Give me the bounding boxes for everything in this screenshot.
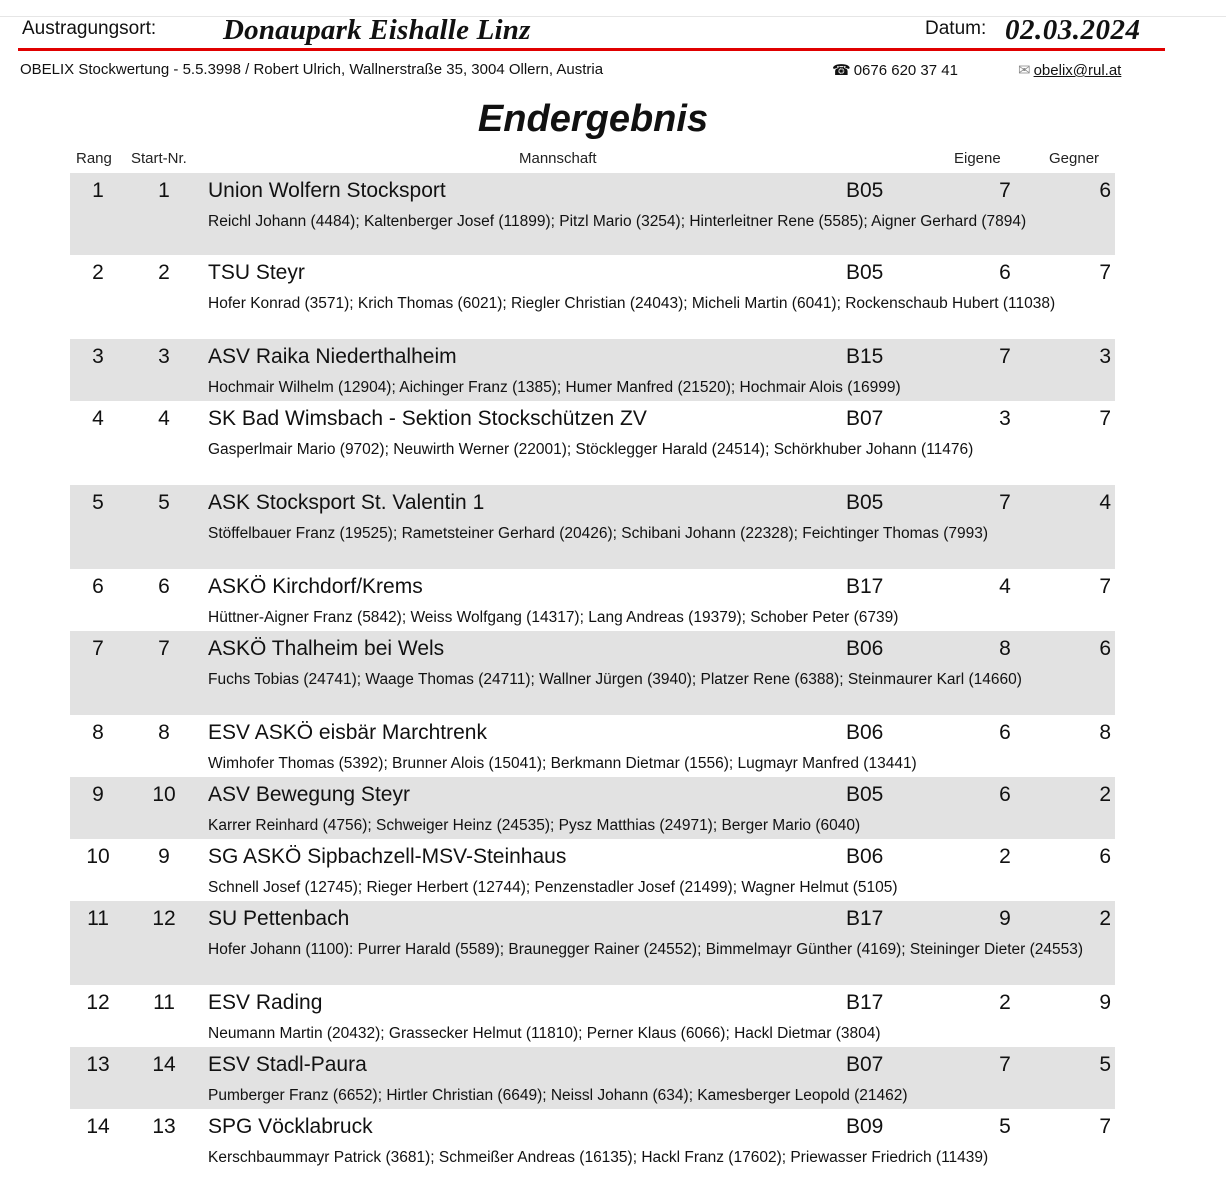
date-label: Datum: [925, 18, 987, 39]
start-number-cell: 12 [152, 907, 176, 930]
column-header-start-nr: Start-Nr. [131, 150, 187, 167]
team-name-cell: SU Pettenbach [208, 907, 350, 930]
opponent-score-cell: 5 [1099, 1053, 1111, 1076]
class-cell: B06 [846, 721, 884, 744]
players-cell: Schnell Josef (12745); Rieger Herbert (12744); Penzenstadler Josef (21499); Wagner Helmut (5105) [208, 879, 898, 896]
team-name-cell: ASK Stocksport St. Valentin 1 [208, 491, 485, 514]
own-score-cell: 8 [999, 637, 1011, 660]
own-score-cell: 2 [999, 845, 1011, 868]
start-number-cell: 3 [158, 345, 170, 368]
class-cell: B15 [846, 345, 884, 368]
opponent-score-cell: 7 [1099, 575, 1111, 598]
table-row [70, 777, 1115, 839]
players-cell: Gasperlmair Mario (9702); Neuwirth Werner (22001); Stöcklegger Harald (24514); Schörkhuber Johann (11476) [208, 441, 974, 458]
team-name-cell: SPG Vöcklabruck [208, 1115, 373, 1138]
rank-cell: 11 [87, 907, 109, 930]
opponent-score-cell: 7 [1099, 407, 1111, 430]
column-header-mannschaft: Mannschaft [519, 150, 597, 167]
rank-cell: 1 [92, 179, 104, 202]
team-name-cell: Union Wolfern Stocksport [208, 179, 446, 202]
rank-cell: 10 [86, 845, 110, 868]
page-title: Endergebnis [477, 98, 709, 140]
start-number-cell: 13 [152, 1115, 176, 1138]
team-name-cell: ESV Stadl-Paura [208, 1053, 367, 1076]
column-header-rang: Rang [76, 150, 112, 167]
rank-cell: 7 [92, 637, 104, 660]
class-cell: B05 [846, 261, 884, 284]
players-cell: Reichl Johann (4484); Kaltenberger Josef (11899); Pitzl Mario (3254); Hinterleitner Rene (5585); Aigner Gerhard (7894) [208, 213, 1027, 230]
rank-cell: 14 [86, 1115, 110, 1138]
players-cell: Wimhofer Thomas (5392); Brunner Alois (15041); Berkmann Dietmar (1556); Lugmayr Manfred (13441) [208, 755, 917, 772]
start-number-cell: 2 [158, 261, 170, 284]
class-cell: B06 [846, 637, 884, 660]
rank-cell: 3 [92, 345, 104, 368]
own-score-cell: 7 [999, 1053, 1011, 1076]
rank-cell: 4 [92, 407, 104, 430]
table-row [70, 901, 1115, 985]
class-cell: B17 [846, 907, 884, 930]
opponent-score-cell: 6 [1099, 637, 1111, 660]
opponent-score-cell: 2 [1099, 783, 1111, 806]
team-name-cell: ASV Bewegung Steyr [208, 783, 410, 806]
event-date: 02.03.2024 [1005, 14, 1141, 46]
table-row [70, 173, 1115, 255]
table-row [70, 1047, 1115, 1109]
own-score-cell: 6 [999, 721, 1011, 744]
own-score-cell: 3 [999, 407, 1011, 430]
players-cell: Kerschbaummayr Patrick (3681); Schmeißer Andreas (16135); Hackl Franz (17602); Priewasser Friedrich (11439) [208, 1149, 989, 1166]
players-cell: Hochmair Wilhelm (12904); Aichinger Franz (1385); Humer Manfred (21520); Hochmair Alois (16999) [208, 379, 901, 396]
phone-number: 0676 620 37 41 [853, 62, 958, 79]
own-score-cell: 6 [999, 783, 1011, 806]
opponent-score-cell: 6 [1099, 179, 1111, 202]
email-link[interactable]: obelix@rul.at [1033, 62, 1122, 79]
class-cell: B05 [846, 783, 884, 806]
own-score-cell: 7 [999, 179, 1011, 202]
phone-contact [832, 61, 958, 79]
header-red-rule [18, 48, 1165, 51]
own-score-cell: 6 [999, 261, 1011, 284]
table-row [70, 569, 1115, 631]
organizer-info: OBELIX Stockwertung - 5.5.3998 / Robert Ulrich, Wallnerstraße 35, 3004 Ollern, Austria [20, 61, 604, 78]
class-cell: B05 [846, 179, 884, 202]
start-number-cell: 9 [158, 845, 170, 868]
column-header-eigene: Eigene [954, 150, 1001, 167]
start-number-cell: 1 [158, 179, 170, 202]
class-cell: B17 [846, 575, 884, 598]
opponent-score-cell: 2 [1099, 907, 1111, 930]
own-score-cell: 2 [999, 991, 1011, 1014]
rank-cell: 6 [92, 575, 104, 598]
class-cell: B17 [846, 991, 884, 1014]
class-cell: B06 [846, 845, 884, 868]
opponent-score-cell: 9 [1099, 991, 1111, 1014]
table-header [70, 150, 1115, 170]
table-row [70, 1109, 1115, 1189]
envelope-icon: ✉ [1018, 62, 1031, 79]
team-name-cell: ESV ASKÖ eisbär Marchtrenk [208, 721, 487, 744]
players-cell: Neumann Martin (20432); Grassecker Helmut (11810); Perner Klaus (6066); Hackl Dietmar (3804) [208, 1025, 881, 1042]
own-score-cell: 7 [999, 491, 1011, 514]
start-number-cell: 4 [158, 407, 170, 430]
players-cell: Karrer Reinhard (4756); Schweiger Heinz (24535); Pysz Matthias (24971); Berger Mario (6040) [208, 817, 861, 834]
opponent-score-cell: 3 [1099, 345, 1111, 368]
start-number-cell: 10 [152, 783, 176, 806]
document-header [20, 14, 1165, 48]
players-cell: Stöffelbauer Franz (19525); Rametsteiner Gerhard (20426); Schibani Johann (22328); Feichtinger Thomas (7993) [208, 525, 989, 542]
rank-cell: 9 [92, 783, 104, 806]
players-cell: Hofer Konrad (3571); Krich Thomas (6021); Riegler Christian (24043); Micheli Martin (6041); Rockenschaub Hubert (11038) [208, 295, 1056, 312]
start-number-cell: 7 [158, 637, 170, 660]
table-row [70, 985, 1115, 1047]
rank-cell: 8 [92, 721, 104, 744]
venue-name: Donaupark Eishalle Linz [223, 14, 531, 46]
team-name-cell: SK Bad Wimsbach - Sektion Stockschützen ZV [208, 407, 647, 430]
table-row [70, 631, 1115, 715]
column-header-gegner: Gegner [1049, 150, 1100, 167]
table-row [70, 401, 1115, 485]
class-cell: B07 [846, 1053, 884, 1076]
players-cell: Fuchs Tobias (24741); Waage Thomas (24711); Wallner Jürgen (3940); Platzer Rene (6388); Steinmaurer Karl (14660) [208, 671, 1022, 688]
own-score-cell: 4 [999, 575, 1011, 598]
opponent-score-cell: 8 [1099, 721, 1111, 744]
class-cell: B09 [846, 1115, 884, 1138]
team-name-cell: SG ASKÖ Sipbachzell-MSV-Steinhaus [208, 845, 567, 868]
players-cell: Hüttner-Aigner Franz (5842); Weiss Wolfgang (14317); Lang Andreas (19379); Schober Peter (6739) [208, 609, 899, 626]
results-table [70, 173, 1115, 1189]
start-number-cell: 5 [158, 491, 170, 514]
team-name-cell: TSU Steyr [208, 261, 305, 284]
start-number-cell: 8 [158, 721, 170, 744]
email-contact [1018, 61, 1121, 79]
table-row [70, 839, 1115, 901]
telephone-icon: ☎ [832, 62, 851, 79]
venue-label: Austragungsort: [22, 18, 157, 39]
opponent-score-cell: 6 [1099, 845, 1111, 868]
rank-cell: 5 [92, 491, 104, 514]
players-cell: Pumberger Franz (6652); Hirtler Christian (6649); Neissl Johann (634); Kamesberger Leopold (21462) [208, 1087, 908, 1104]
team-name-cell: ASKÖ Thalheim bei Wels [208, 637, 445, 660]
team-name-cell: ASKÖ Kirchdorf/Krems [208, 575, 423, 598]
opponent-score-cell: 7 [1099, 1115, 1111, 1138]
rank-cell: 13 [86, 1053, 110, 1076]
team-name-cell: ESV Rading [208, 991, 323, 1014]
start-number-cell: 11 [153, 991, 175, 1014]
class-cell: B05 [846, 491, 884, 514]
opponent-score-cell: 7 [1099, 261, 1111, 284]
own-score-cell: 7 [999, 345, 1011, 368]
class-cell: B07 [846, 407, 884, 430]
table-row [70, 715, 1115, 777]
team-name-cell: ASV Raika Niederthalheim [208, 345, 457, 368]
table-row [70, 255, 1115, 339]
rank-cell: 2 [92, 261, 104, 284]
table-row [70, 339, 1115, 401]
start-number-cell: 6 [158, 575, 170, 598]
table-row [70, 485, 1115, 569]
rank-cell: 12 [86, 991, 110, 1014]
start-number-cell: 14 [152, 1053, 176, 1076]
players-cell: Hofer Johann (1100): Purrer Harald (5589); Braunegger Rainer (24552); Bimmelmayr Günther (4169); Steininger Dieter (24553) [208, 941, 1084, 958]
opponent-score-cell: 4 [1099, 491, 1111, 514]
own-score-cell: 5 [999, 1115, 1011, 1138]
own-score-cell: 9 [999, 907, 1011, 930]
